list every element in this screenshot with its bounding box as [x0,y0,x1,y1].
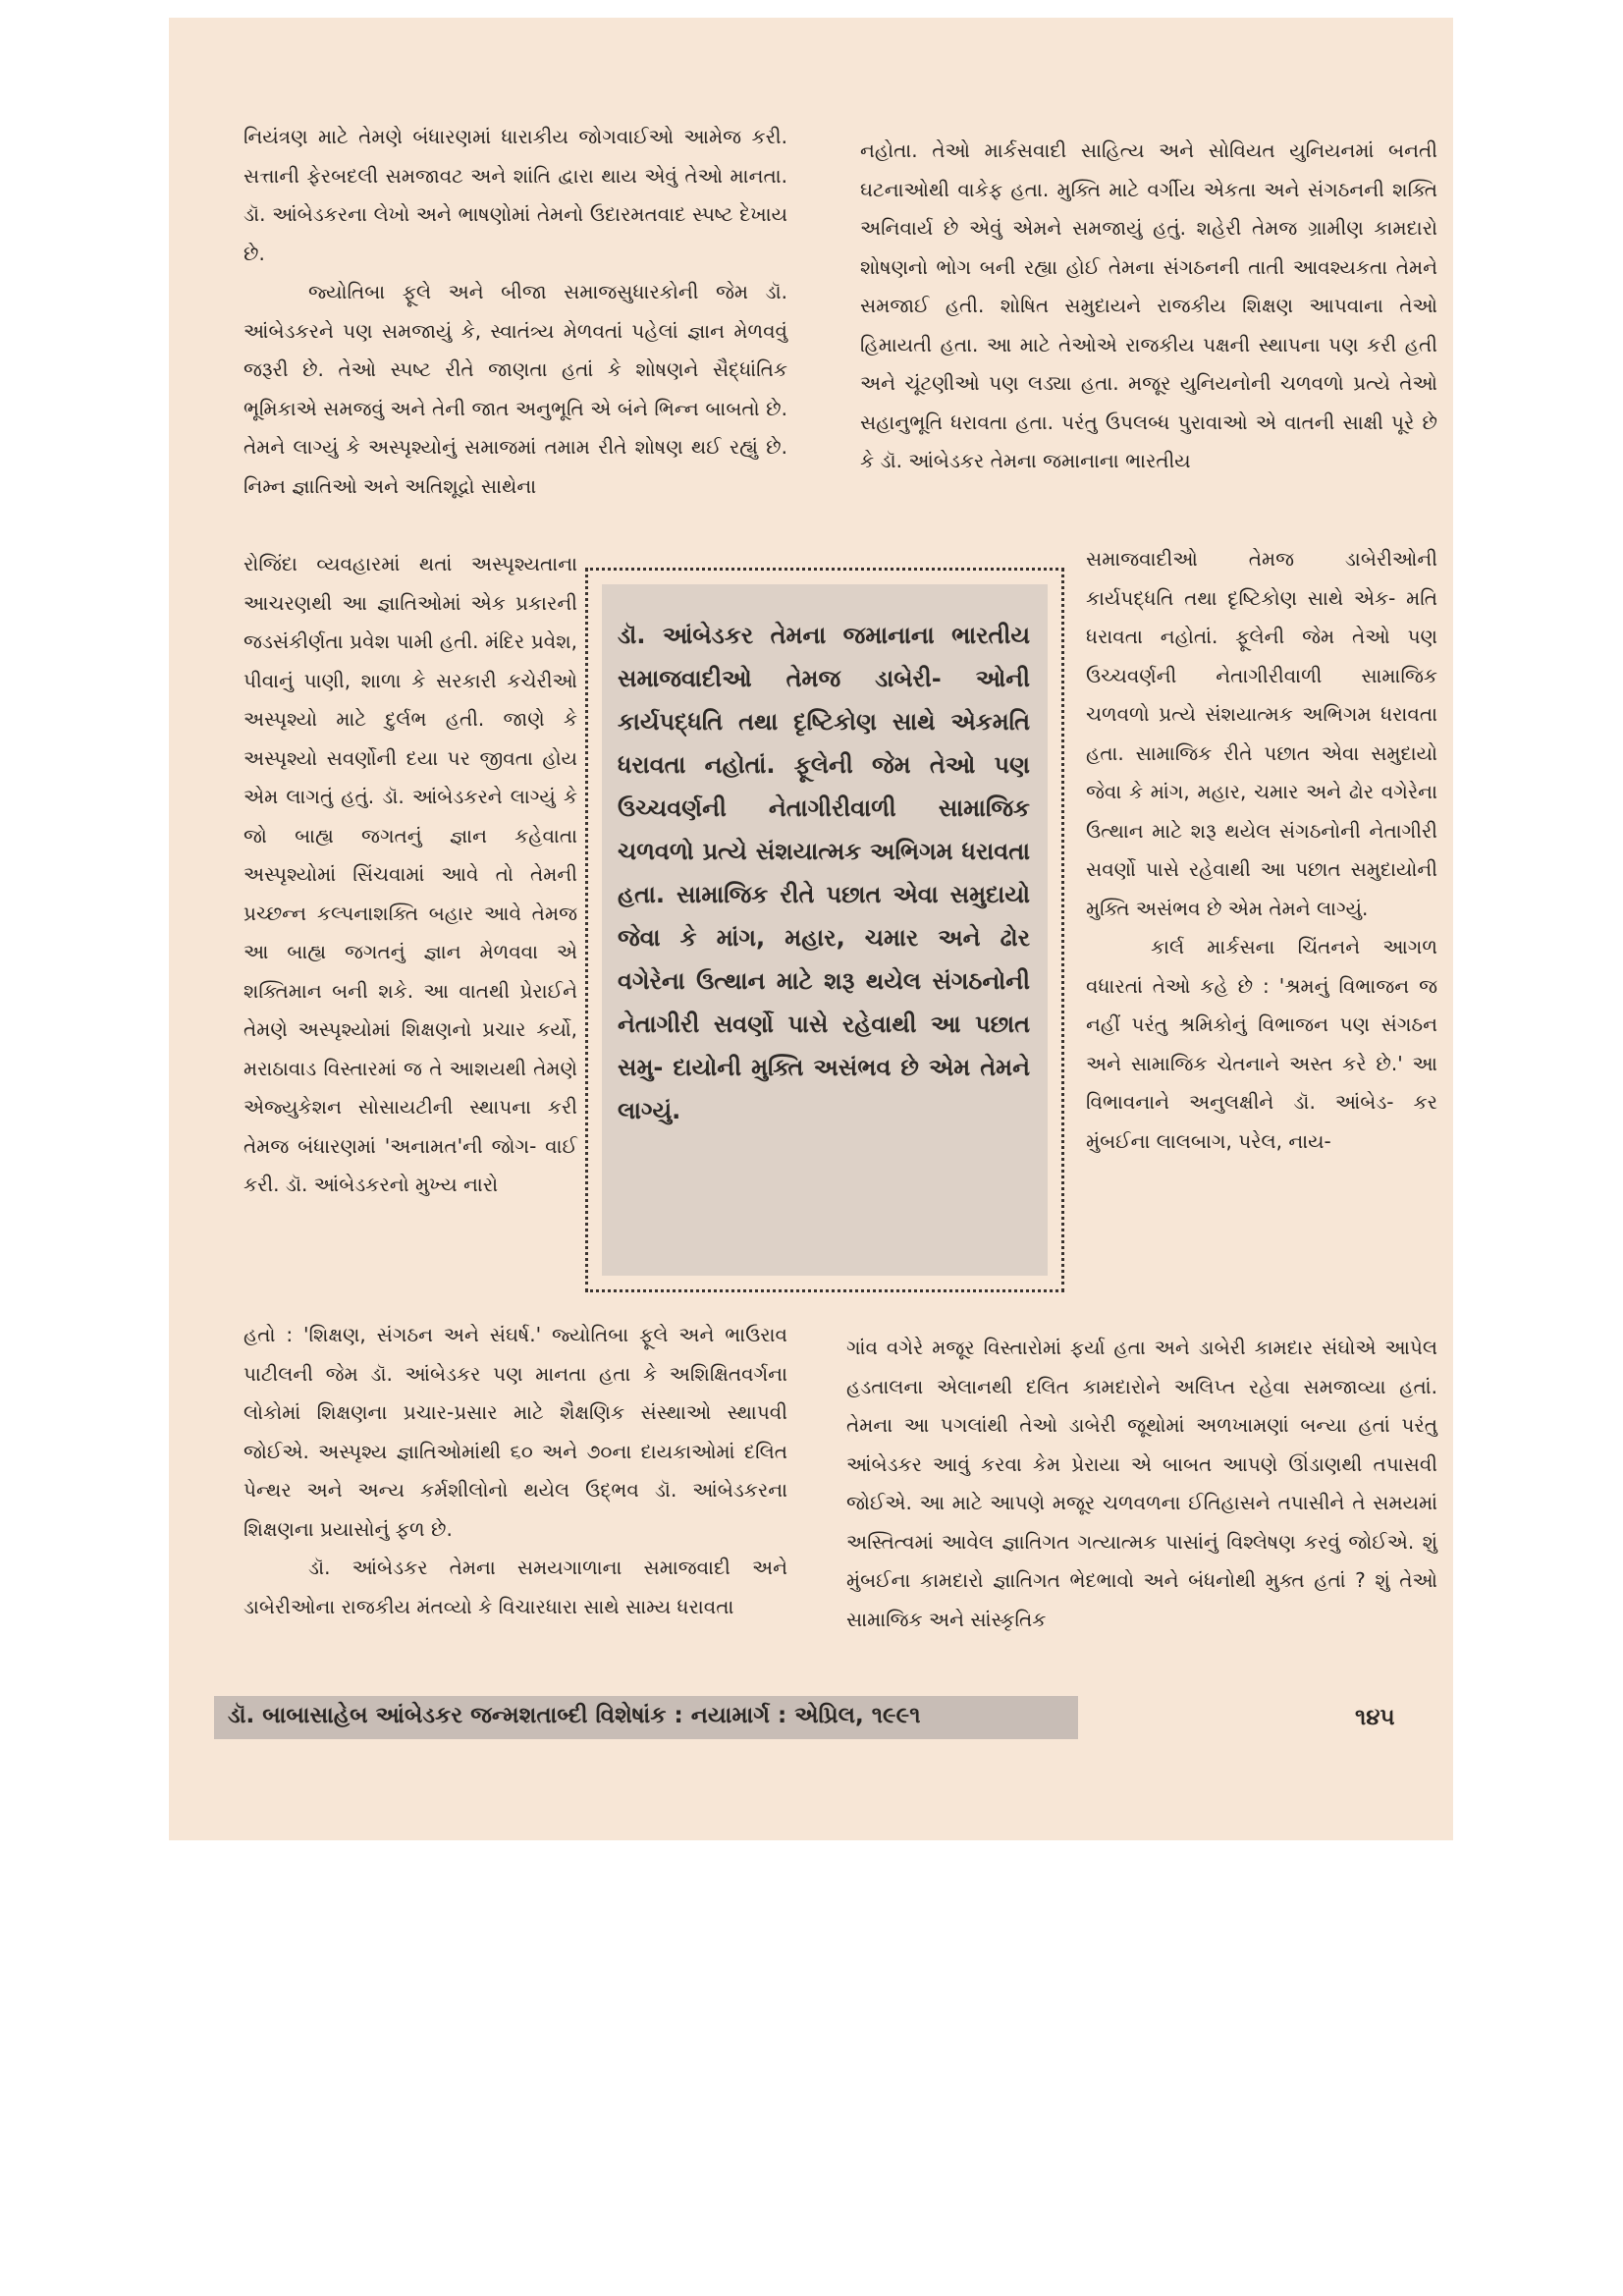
right-column-bottom [846,1329,1437,1639]
left-column-wrap [243,545,577,1205]
paragraph: સમાજવાદીઓ તેમજ ડાબેરીઓની કાર્યપદ્ધતિ તથા દૃષ્ટિકોણ સાથે એક- મતિ ધરાવતા નહોતાં. ફૂલેની જેમ તેઓ પણ ઉચ્ચવર્ણની નેતાગીરીવાળી સામાજિક ચળવળો પ્રત્યે સંશયાત્મક અભિગમ ધરાવતા હતા. સામાજિક રીતે પછાત એવા સમુદાયો જેવા કે માંગ, મહાર, ચમાર અને ઢોર વગેરેના ઉત્થાન માટે શરૂ થયેલ સંગઠનોની નેતાગીરી સવર્ણો પાસે રહેવાથી આ પછાત સમુદાયોની મુક્તિ અસંભવ છે એમ તેમને લાગ્યું. [1086,547,1437,920]
left-column-top [243,118,787,506]
paragraph: હતો : 'શિક્ષણ, સંગઠન અને સંઘર્ષ.' જ્યોતિબા ફૂલે અને ભાઉરાવ પાટીલની જેમ ડૉ. આંબેડકર પણ માનતા હતા કે અશિક્ષિતવર્ગના લોકોમાં શિક્ષણના પ્રચાર-પ્રસાર માટે શૈક્ષણિક સંસ્થાઓ સ્થાપવી જોઈએ. અસ્પૃશ્ય જ્ઞાતિઓમાંથી ૬૦ અને ૭૦ના દાયકાઓમાં દલિત પેન્થર અને અન્ય કર્મશીલોનો થયેલ ઉદ્ભવ ડૉ. આંબેડકરના શિક્ષણના પ્રયાસોનું ફળ છે. [243,1323,787,1541]
paragraph: નહોતા. તેઓ માર્કસવાદી સાહિત્ય અને સોવિયત યુનિયનમાં બનતી ઘટનાઓથી વાકેફ હતા. મુક્તિ માટે વર્ગીય એકતા અને સંગઠનની શક્તિ અનિવાર્ય છે એવું એમને સમજાયું હતું. શહેરી તેમજ ગ્રામીણ કામદારો શોષણનો ભોગ બની રહ્યા હોઈ તેમના સંગઠનની તાતી આવશ્યકતા તેમને સમજાઈ હતી. શોષિત સમુદાયને રાજકીય શિક્ષણ આપવાના તેઓ હિમાયતી હતા. આ માટે તેઓએ રાજકીય પક્ષની સ્થાપના પણ કરી હતી અને ચૂંટણીઓ પણ લડ્યા હતા. મજૂર યુનિયનોની ચળવળો પ્રત્યે તેઓ સહાનુભૂતિ ધરાવતા હતા. પરંતુ ઉપલબ્ધ પુરાવાઓ એ વાતની સાક્ષી પૂરે છે કે ડૉ. આંબેડકર તેમના જમાનાના ભારતીય [860,138,1437,472]
page-number: ૧૪૫ [1355,1705,1395,1730]
right-column-top [860,132,1437,481]
paragraph: નિયંત્રણ માટે તેમણે બંધારણમાં ધારાકીય જોગવાઈઓ આમેજ કરી. સત્તાની ફેરબદલી સમજાવટ અને શાંતિ દ્વારા થાય એવું તેઓ માનતા. ડૉ. આંબેડકરના લેખો અને ભાષણોમાં તેમનો ઉદારમતવાદ સ્પષ્ટ દેખાય છે. [243,125,787,265]
paragraph: જ્યોતિબા ફૂલે અને બીજા સમાજસુધારકોની જેમ ડૉ. આંબેડકરને પણ સમજાયું કે, સ્વાતંત્ર્ય મેળવતાં પહેલાં જ્ઞાન મેળવવું જરૂરી છે. તેઓ સ્પષ્ટ રીતે જાણતા હતાં કે શોષણને સૈદ્ધાંતિક ભૂમિકાએ સમજવું અને તેની જાત અનુભૂતિ એ બંને ભિન્ન બાબતો છે. તેમને લાગ્યું કે અસ્પૃશ્યોનું સમાજમાં તમામ રીતે શોષણ થઈ રહ્યું છે. નિમ્ન જ્ઞાતિઓ અને અતિશૂદ્રો સાથેના [243,280,787,498]
running-title: ડૉ. બાબાસાહેબ આંબેડકર જન્મશતાબ્દી વિશેષાંક : નયામાર્ગ : એપ્રિલ, ૧૯૯૧ [228,1703,921,1728]
paragraph: કાર્લ માર્કસના ચિંતનને આગળ વધારતાં તેઓ કહે છે : 'શ્રમનું વિભાજન જ નહીં પરંતુ શ્રમિકોનું વિભાજન પણ સંગઠન અને સામાજિક ચેતનાને અસ્ત કરે છે.' આ વિભાવનાને અનુલક્ષીને ડૉ. આંબેડ- કર મુંબઈના લાલબાગ, પરેલ, નાય- [1086,935,1437,1153]
paragraph: ડૉ. આંબેડકર તેમના સમયગાળાના સમાજવાદી અને ડાબેરીઓના રાજકીય મંતવ્યો કે વિચારધારા સાથે સામ્ય ધરાવતા [243,1556,787,1618]
pull-quote-box [585,568,1064,1292]
right-column-wrap [1086,540,1437,1161]
left-column-bottom [243,1316,787,1626]
paragraph: રોજિંદા વ્યવહારમાં થતાં અસ્પૃશ્યતાના આચરણથી આ જ્ઞાતિઓમાં એક પ્રકારની જડસંકીર્ણતા પ્રવેશ પામી હતી. મંદિર પ્રવેશ, પીવાનું પાણી, શાળા કે સરકારી કચેરીઓ અસ્પૃશ્યો માટે દુર્લભ હતી. જાણે કે અસ્પૃશ્યો સવર્ણોની દયા પર જીવતા હોય એમ લાગતું હતું. ડૉ. આંબેડકરને લાગ્યું કે જો બાહ્ય જગતનું જ્ઞાન કહેવાતા અસ્પૃશ્યોમાં સિંચવામાં આવે તો તેમની પ્રચ્છન્ન કલ્પનાશક્તિ બહાર આવે તેમજ આ બાહ્ય જગતનું જ્ઞાન મેળવવા એ શક્તિમાન બની શકે. આ વાતથી પ્રેરાઈને તેમણે અસ્પૃશ્યોમાં શિક્ષણનો પ્રચાર કર્યો, મરાઠાવાડ વિસ્તારમાં જ તે આશયથી તેમણે એજ્યુકેશન સોસાયટીની સ્થાપના કરી તેમજ બંધારણમાં 'અનામત'ની જોગ- વાઈ કરી. ડૉ. આંબેડકરનો મુખ્ય નારો [243,552,577,1196]
paragraph: ગાંવ વગેરે મજૂર વિસ્તારોમાં ફર્યા હતા અને ડાબેરી કામદાર સંઘોએ આપેલ હડતાલના એલાનથી દલિત કામદારોને અલિપ્ત રહેવા સમજાવ્યા હતાં. તેમના આ પગલાંથી તેઓ ડાબેરી જૂથોમાં અળખામણાં બન્યા હતાં પરંતુ આંબેડકર આવું કરવા કેમ પ્રેરાયા એ બાબત આપણે ઊંડાણથી તપાસવી જોઈએ. આ માટે આપણે મજૂર ચળવળના ઈતિહાસને તપાસીને તે સમયમાં અસ્તિત્વમાં આવેલ જ્ઞાતિગત ગત્યાત્મક પાસાંનું વિશ્લેષણ કરવું જોઈએ. શું મુંબઈના કામદારો જ્ઞાતિગત ભેદભાવો અને બંધનોથી મુક્ત હતાં ? શું તેઓ સામાજિક અને સાંસ્કૃતિક [846,1336,1437,1631]
pull-quote-text: ડૉ. આંબેડકર તેમના જમાનાના ભારતીય સમાજવાદીઓ તેમજ ડાબેરી- ઓની કાર્યપદ્ધતિ તથા દૃષ્ટિકોણ સાથે એકમતિ ધરાવતા નહોતાં. ફૂલેની જેમ તેઓ પણ ઉચ્ચવર્ણની નેતાગીરીવાળી સામાજિક ચળવળો પ્રત્યે સંશયાત્મક અભિગમ ધરાવતા હતા. સામાજિક રીતે પછાત એવા સમુદાયો જેવા કે માંગ, મહાર, ચમાર અને ઢોર વગેરેના ઉત્થાન માટે શરૂ થયેલ સંગઠનોની નેતાગીરી સવર્ણો પાસે રહેવાથી આ પછાત સમુ- દાયોની મુક્તિ અસંભવ છે એમ તેમને લાગ્યું. [618,622,1030,1124]
